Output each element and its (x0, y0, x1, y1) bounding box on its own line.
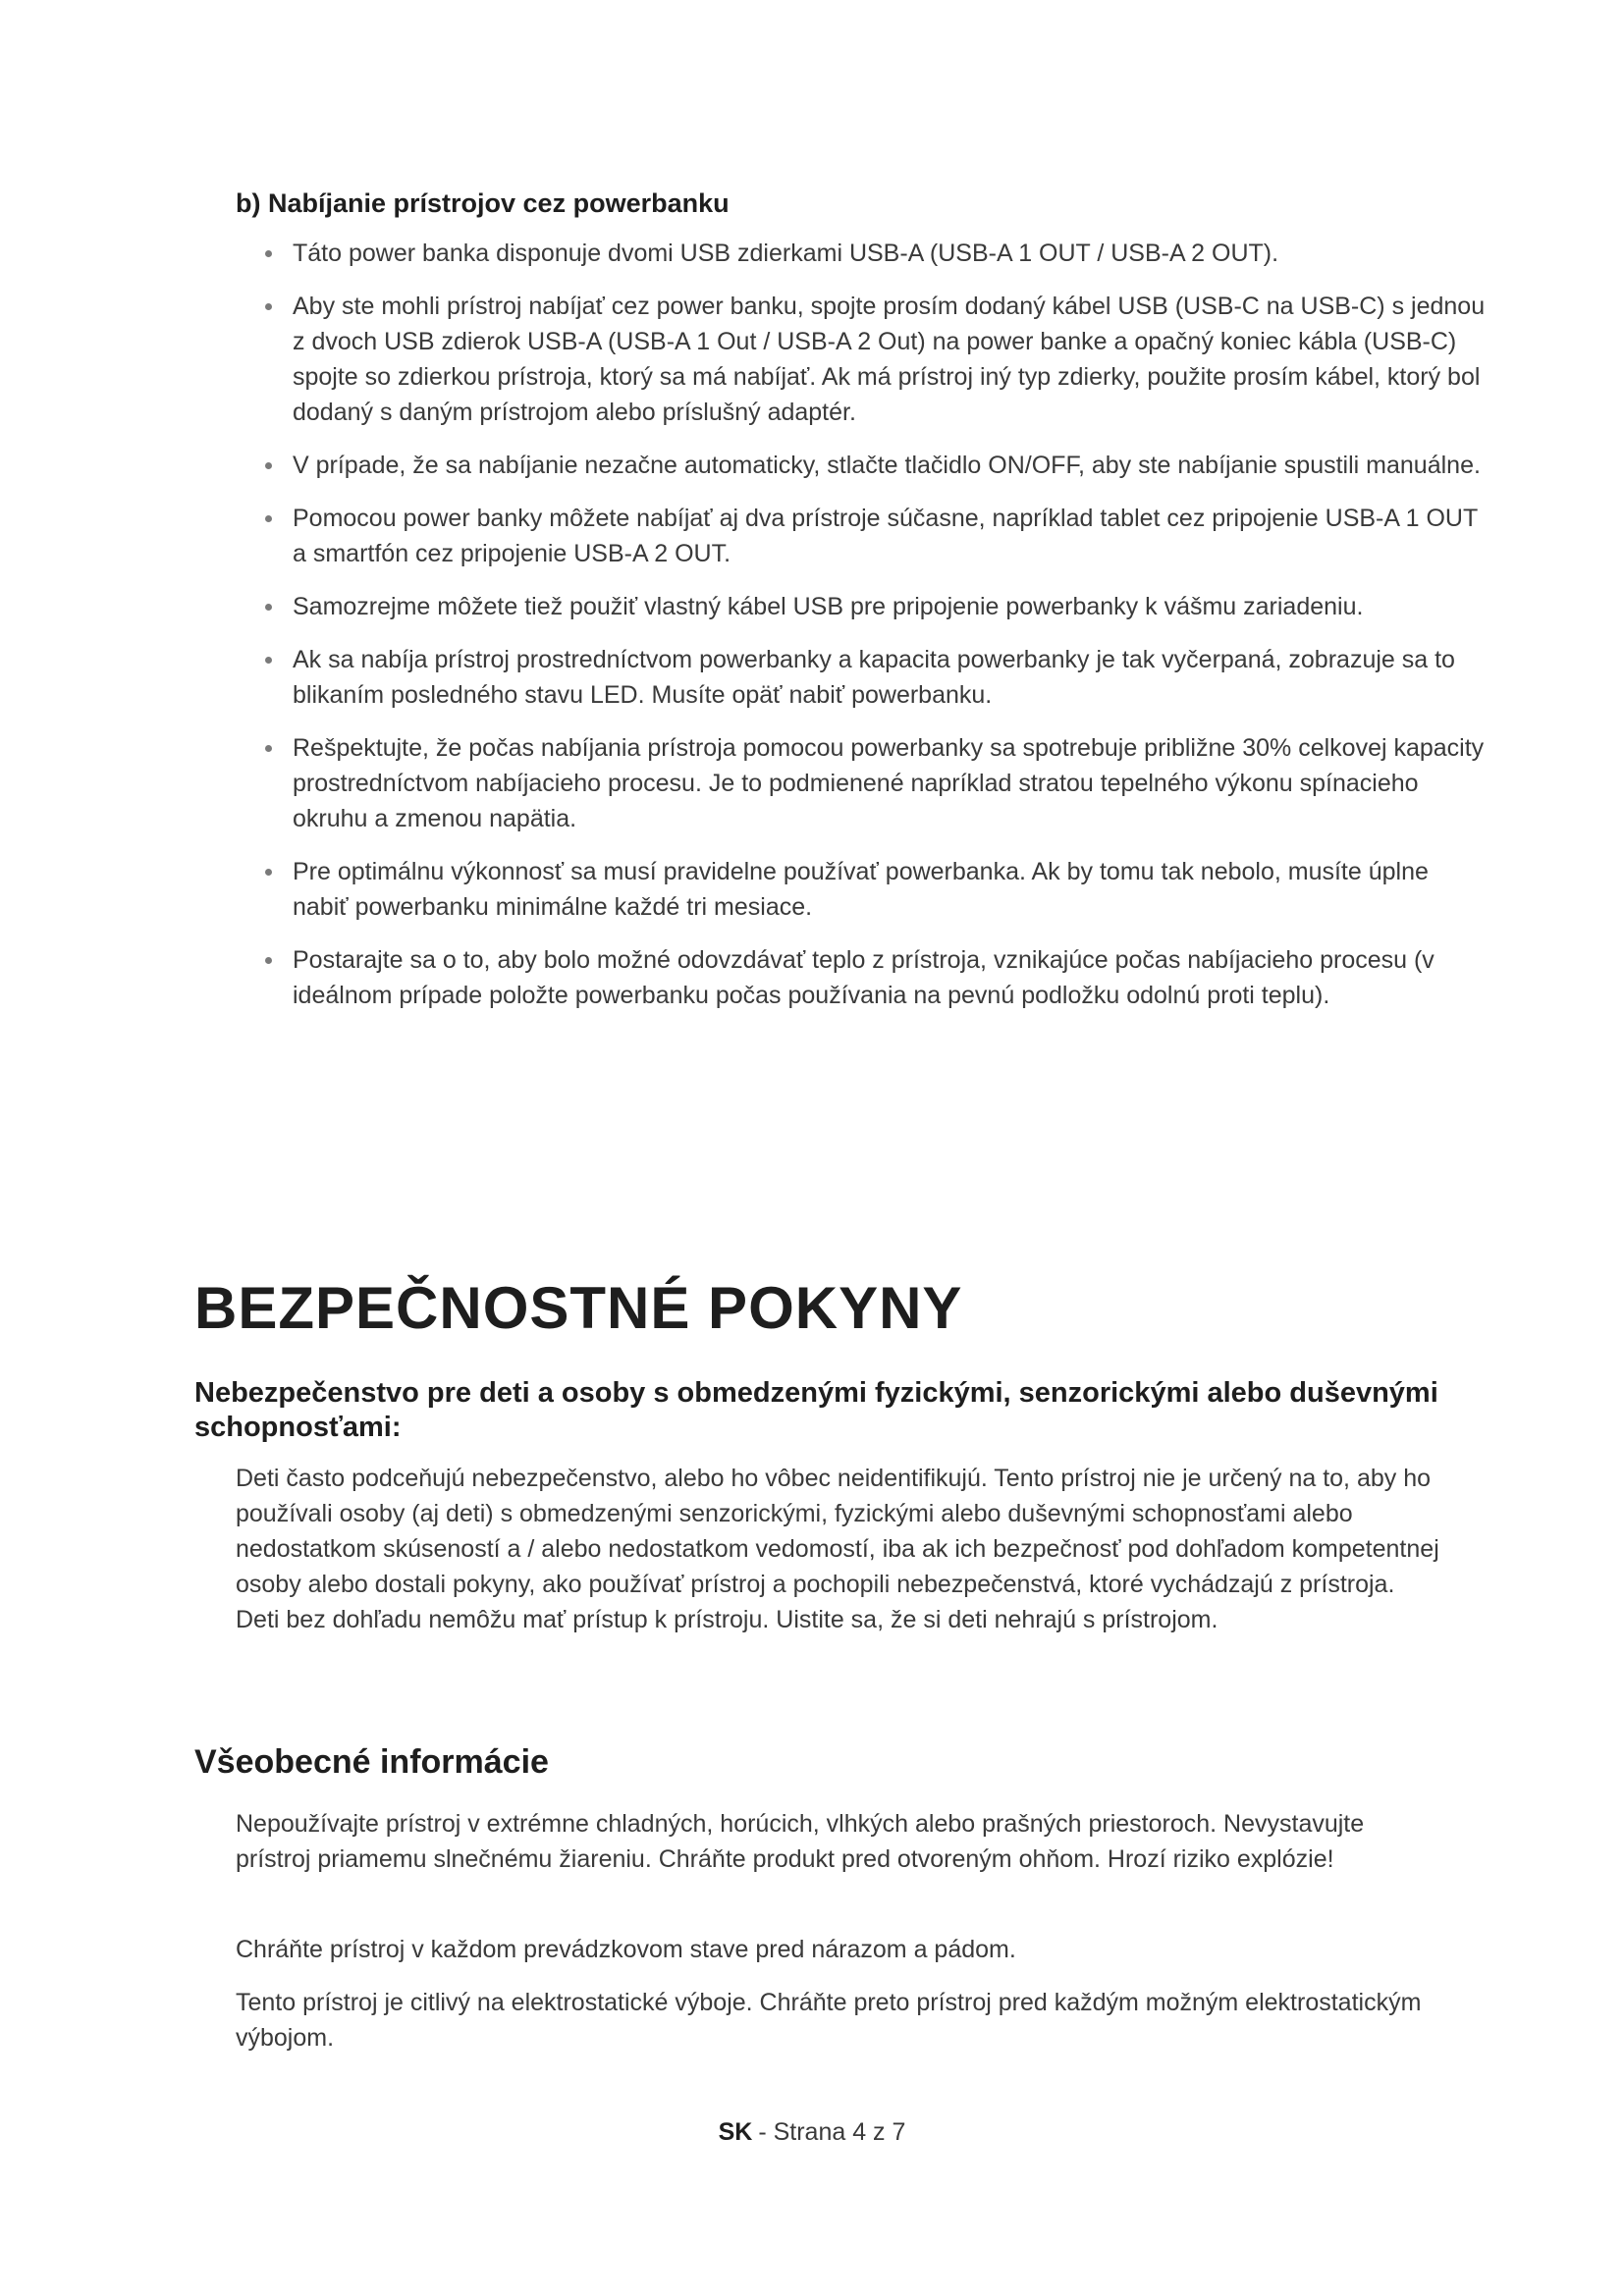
general-paragraph-2: Chráňte prístroj v každom prevádzkovom stave pred nárazom a pádom. (236, 1936, 1016, 1963)
list-item-text: Rešpektujte, že počas nabíjania prístroja pomocou powerbanky sa spotrebuje približne 30% celkovej kapacity prostredníctvom nabíjacieho procesu. Je to podmienené napríklad stratou tepelného výkonu spínacieho okruhu a zmenou napätia. (293, 734, 1485, 832)
bullet-icon (265, 250, 272, 257)
list-item (265, 236, 1486, 271)
list-item (265, 501, 1486, 571)
list-item (265, 448, 1486, 483)
bullet-icon (265, 957, 272, 964)
charging-bullet-list (265, 236, 1561, 1031)
list-item-text: Samozrejme môžete tiež použiť vlastný kábel USB pre pripojenie powerbanky k vášmu zariadeniu. (293, 593, 1364, 620)
list-item-text: V prípade, že sa nabíjanie nezačne automaticky, stlačte tlačidlo ON/OFF, aby ste nabíjanie spustili manuálne. (293, 452, 1481, 479)
danger-heading: Nebezpečenstvo pre deti a osoby s obmedzenými fyzickými, senzorickými alebo duševnými schopnosťami: (194, 1377, 1438, 1443)
list-item-text: Pomocou power banky môžete nabíjať aj dva prístroje súčasne, napríklad tablet cez pripojenie USB-A 1 OUT a smartfón cez pripojenie USB-A 2 OUT. (293, 505, 1478, 567)
page-footer (0, 2118, 1624, 2147)
safety-title: BEZPEČNOSTNÉ POKYNY (194, 1275, 963, 1341)
bullet-icon (265, 515, 272, 522)
bullet-icon (265, 303, 272, 310)
list-item (265, 730, 1486, 836)
list-item-text: Ak sa nabíja prístroj prostredníctvom powerbanky a kapacita powerbanky je tak vyčerpaná, zobrazuje sa to blikaním posledného stavu LED. Musíte opäť nabiť powerbanku. (293, 646, 1455, 709)
danger-paragraph: Deti často podceňujú nebezpečenstvo, alebo ho vôbec neidentifikujú. Tento prístroj nie je určený na to, aby ho používali osoby (aj deti) s obmedzenými senzorickými, fyzickými alebo duševnými schopnosťami alebo nedostatkom skúseností a / alebo nedostatkom vedomostí, iba ak ich bezpečnosť pod dohľadom kompetentnej osoby alebo dostali pokyny, ako používať prístroj a pochopili nebezpečenstvá, ktoré vychádzajú z prístroja. Deti bez dohľadu nemôžu mať prístup k prístroju. Uistite sa, že si deti nehrajú s prístrojom. (236, 1465, 1439, 1633)
general-paragraph-1: Nepoužívajte prístroj v extrémne chladných, horúcich, vlhkých alebo prašných priestoroch. Nevystavujte prístroj priamemu slnečnému žiareniu. Chráňte produkt pred otvoreným ohňom. Hrozí riziko explózie! (236, 1810, 1365, 1873)
bullet-icon (265, 604, 272, 611)
section-b-heading: b) Nabíjanie prístrojov cez powerbanku (236, 188, 730, 218)
list-item (265, 942, 1486, 1013)
list-item-text: Aby ste mohli prístroj nabíjať cez power banku, spojte prosím dodaný kábel USB (USB-C na USB-C) s jednou z dvoch USB zdierok USB-A (USB-A 1 Out / USB-A 2 Out) na power banke a opačný koniec kábla (USB-C) spojte so zdierkou prístroja, ktorý sa má nabíjať. Ak má prístroj iný typ zdierky, použite prosím kábel, ktorý bol dodaný s daným prístrojom alebo príslušný adaptér. (293, 293, 1486, 426)
bullet-icon (265, 657, 272, 664)
list-item-text: Postarajte sa o to, aby bolo možné odovzdávať teplo z prístroja, vznikajúce počas nabíjacieho procesu (v ideálnom prípade položte powerbanku počas používania na pevnú podložku odolnú proti teplu). (293, 946, 1435, 1009)
general-info-heading: Všeobecné informácie (194, 1743, 549, 1781)
bullet-icon (265, 869, 272, 876)
list-item (265, 854, 1486, 925)
page-number: - Strana 4 z 7 (758, 2118, 906, 2146)
bullet-icon (265, 462, 272, 469)
list-item-text: Pre optimálnu výkonnosť sa musí pravidelne používať powerbanka. Ak by tomu tak nebolo, musíte úplne nabiť powerbanku minimálne každé tri mesiace. (293, 858, 1429, 921)
list-item (265, 589, 1486, 624)
general-paragraph-3: Tento prístroj je citlivý na elektrostatické výboje. Chráňte preto prístroj pred každým možným elektrostatickým výbojom. (236, 1989, 1422, 2052)
list-item (265, 289, 1486, 430)
bullet-icon (265, 745, 272, 752)
list-item (265, 642, 1486, 713)
language-code: SK (718, 2118, 753, 2146)
list-item-text: Táto power banka disponuje dvomi USB zdierkami USB-A (USB-A 1 OUT / USB-A 2 OUT). (293, 240, 1279, 267)
